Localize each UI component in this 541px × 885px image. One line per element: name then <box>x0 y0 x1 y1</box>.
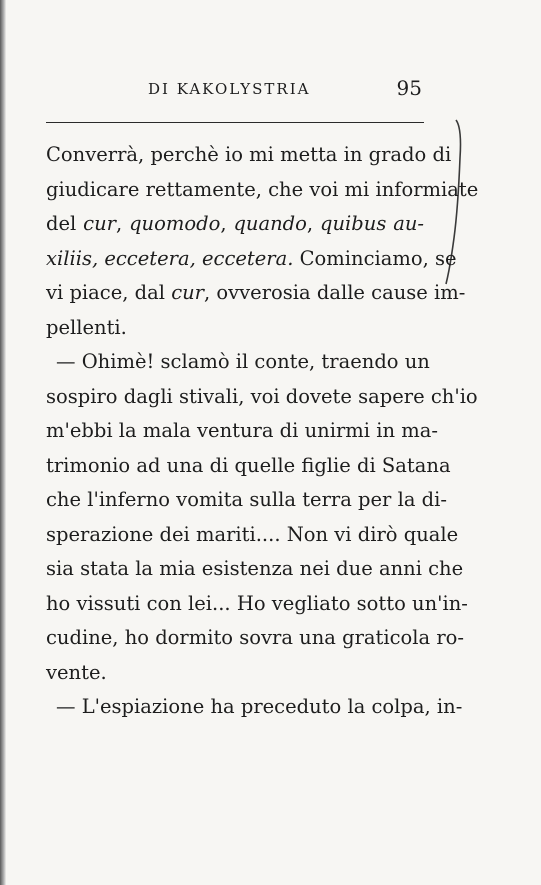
text-span: — Ohimè! sclamò il conte, traendo un <box>56 350 430 373</box>
running-title: DI KAKOLYSTRIA <box>148 80 311 98</box>
text-line <box>46 690 463 725</box>
text-line <box>46 449 451 484</box>
page-number: 95 <box>396 76 422 100</box>
text-line <box>46 587 468 622</box>
page-header <box>40 76 430 104</box>
text-line <box>46 207 424 242</box>
text-line <box>46 414 438 449</box>
text-line <box>46 483 447 518</box>
text-span: m'ebbi la mala ventura di unirmi in ma- <box>46 419 438 442</box>
text-line <box>46 138 452 173</box>
text-span: trimonio ad una di quelle figlie di Satana <box>46 453 451 477</box>
text-line <box>46 311 424 346</box>
text-span: , ovverosia dalle cause im- <box>204 281 466 304</box>
text-span: vi piace, dal <box>46 281 172 304</box>
text-span: , <box>220 212 234 235</box>
text-span: , <box>306 212 320 235</box>
text-line <box>46 345 430 380</box>
text-line <box>46 276 466 311</box>
text-span: vente. <box>46 660 107 684</box>
text-span: sperazione dei mariti.... Non vi dirò quale <box>46 522 459 546</box>
italic-text: cur <box>171 281 205 304</box>
header-rule <box>46 122 424 123</box>
text-span: , <box>115 212 130 235</box>
text-line <box>46 518 459 553</box>
text-span: sia stata la mia esistenza nei due anni che <box>46 557 464 580</box>
text-span: Converrà, perchè io mi metta in grado di <box>46 143 452 166</box>
italic-text: quibus au- <box>320 212 424 235</box>
text-span: giudicare rettamente, che voi mi informiate <box>46 177 479 201</box>
text-span: pellenti. <box>46 315 127 339</box>
text-span: che l'inferno vomita sulla terra per la di- <box>46 488 447 511</box>
text-line <box>46 552 464 587</box>
text-line <box>46 656 424 691</box>
italic-text: quomodo <box>129 212 221 235</box>
italic-text: xiliis, eccetera, eccetera. <box>46 246 294 270</box>
text-span: — L'espiazione ha preceduto la colpa, in- <box>56 695 463 718</box>
text-span: del <box>46 212 84 235</box>
text-span: Cominciamo, se <box>293 246 457 270</box>
italic-text: quando <box>233 212 307 235</box>
binding-edge <box>0 0 6 885</box>
italic-text: cur <box>83 212 116 235</box>
text-line <box>46 242 457 277</box>
text-span: sospiro dagli stivali, voi dovete sapere ch'io <box>46 384 478 408</box>
text-span: ho vissuti con lei... Ho vegliato sotto un'in- <box>46 591 468 615</box>
body-text <box>46 138 479 725</box>
text-line <box>46 621 464 656</box>
text-line <box>46 380 478 415</box>
text-line <box>46 173 479 208</box>
text-span: cudine, ho dormito sovra una graticola ro- <box>46 626 464 649</box>
